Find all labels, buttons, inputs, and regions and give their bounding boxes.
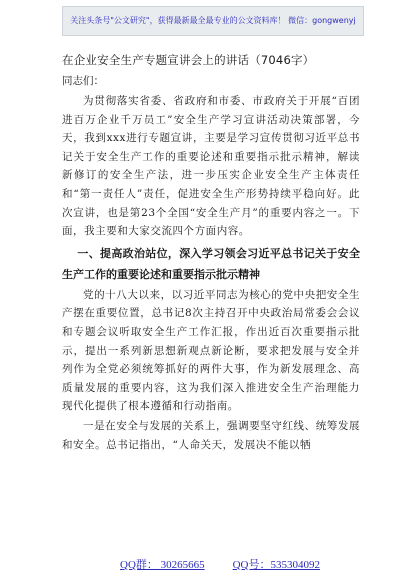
document-title: 在企业安全生产专题宣讲会上的讲话（7046字） (62, 53, 315, 67)
greeting: 同志们： (62, 75, 104, 87)
paragraph: 党的十八大以来，以习近平同志为核心的党中央把安全生产摆在重要位置，总书记8次主持召开中央政治局常委会会议和专题会议听取安全生产工作汇报，作出近百次重要指示批示，提出一系列新思想新观点新论断，要求把发展与安全并列作为全党必须统筹抓好的两件大事，作为新发展理念、高质量发展的重要内容，这为我们深入推进安全生产治理能力现代化提供了根本遵循和行动指南。 (62, 288, 360, 413)
section-heading: 一、提高政治站位，深入学习领会习近平总书记关于安全生产工作的重要论述和重要指示批示精神 (62, 246, 360, 281)
paragraph: 一是在安全与发展的关系上，强调要坚守红线、统筹发展和安全。总书记指出，“人命关天，发展决不能以牺 (62, 419, 360, 451)
qq-number-link[interactable]: QQ号：535304092 (232, 559, 320, 571)
header-banner (62, 6, 364, 36)
header-banner-text: 关注头条号"公文研究"，获得最新最全最专业的公文资料库！ 微信：gongwenyj (70, 16, 356, 25)
footer (120, 556, 320, 572)
document-body (62, 52, 360, 454)
paragraph: 为贯彻落实省委、省政府和市委、市政府关于开展“百团进百万企业千万员工”安全生产学习宣讲活动决策部署，今天，我到xxx进行专题宣讲，主要是学习宣传贯彻习近平总书记关于安全生产工作的重要论述和重要指示批示精神，解读新修订的安全生产法，进一步压实企业安全生产主体责任和“第一责任人”责任，促进安全生产形势持续平稳向好。此次宣讲，也是第23个全国“安全生产月”的重要内容之一。下面，我主要和大家交流四个方面内容。 (62, 95, 360, 238)
qq-group-link[interactable]: QQ群： 30265665 (120, 559, 205, 571)
